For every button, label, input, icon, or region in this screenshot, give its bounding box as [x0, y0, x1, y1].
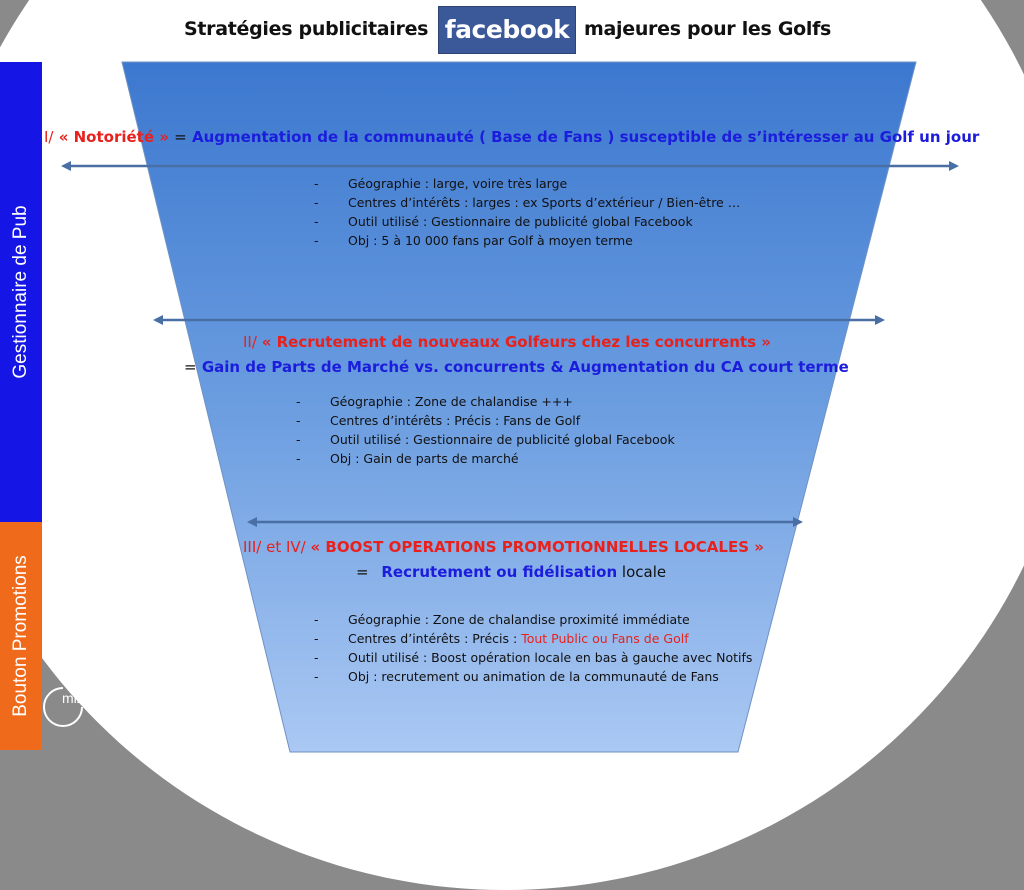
level1-name: « Notoriété » — [58, 128, 169, 146]
level3-goal-line — [356, 563, 666, 581]
level2-goal-line — [184, 358, 849, 376]
level1-prefix: I/ — [44, 128, 54, 146]
sidebar-promo-label: Bouton Promotions — [10, 555, 31, 717]
level1-equals: = — [174, 128, 187, 146]
level1-heading — [44, 128, 979, 146]
header — [0, 6, 1024, 54]
title-left: Stratégies publicitaires — [184, 18, 429, 40]
facebook-logo: facebook — [438, 6, 576, 54]
level2-name: « Recrutement de nouveaux Golfeurs chez les concurrents » — [261, 333, 771, 351]
level3-name: « BOOST OPERATIONS PROMOTIONNELLES LOCALES » — [310, 538, 764, 556]
title-right: majeures pour les Golfs — [584, 18, 832, 40]
sidebar-pub-label: Gestionnaire de Pub — [10, 205, 31, 379]
level2-goal: Gain de Parts de Marché vs. concurrents & Augmentation du CA court terme — [201, 358, 849, 376]
level3-heading — [243, 538, 764, 556]
level1-goal: Augmentation de la communauté ( Base de Fans ) susceptible de s’intéresser au Golf un jour — [191, 128, 980, 146]
level3-goal-suffix: locale — [621, 563, 667, 581]
level3-prefix: III/ et IV/ — [243, 538, 306, 556]
level3-goal: Recrutement ou fidélisation — [381, 563, 618, 581]
sidebar-bouton-promotions — [0, 522, 42, 750]
sidebar-gestionnaire-pub — [0, 62, 42, 522]
level3-equals: = — [356, 563, 369, 581]
level2-equals: = — [184, 358, 197, 376]
interest-value-highlight: Tout Public ou Fans de Golf — [521, 631, 689, 646]
level2-heading — [243, 333, 771, 351]
omize-logo-text: mize — [62, 690, 92, 706]
level2-prefix: II/ — [243, 333, 257, 351]
